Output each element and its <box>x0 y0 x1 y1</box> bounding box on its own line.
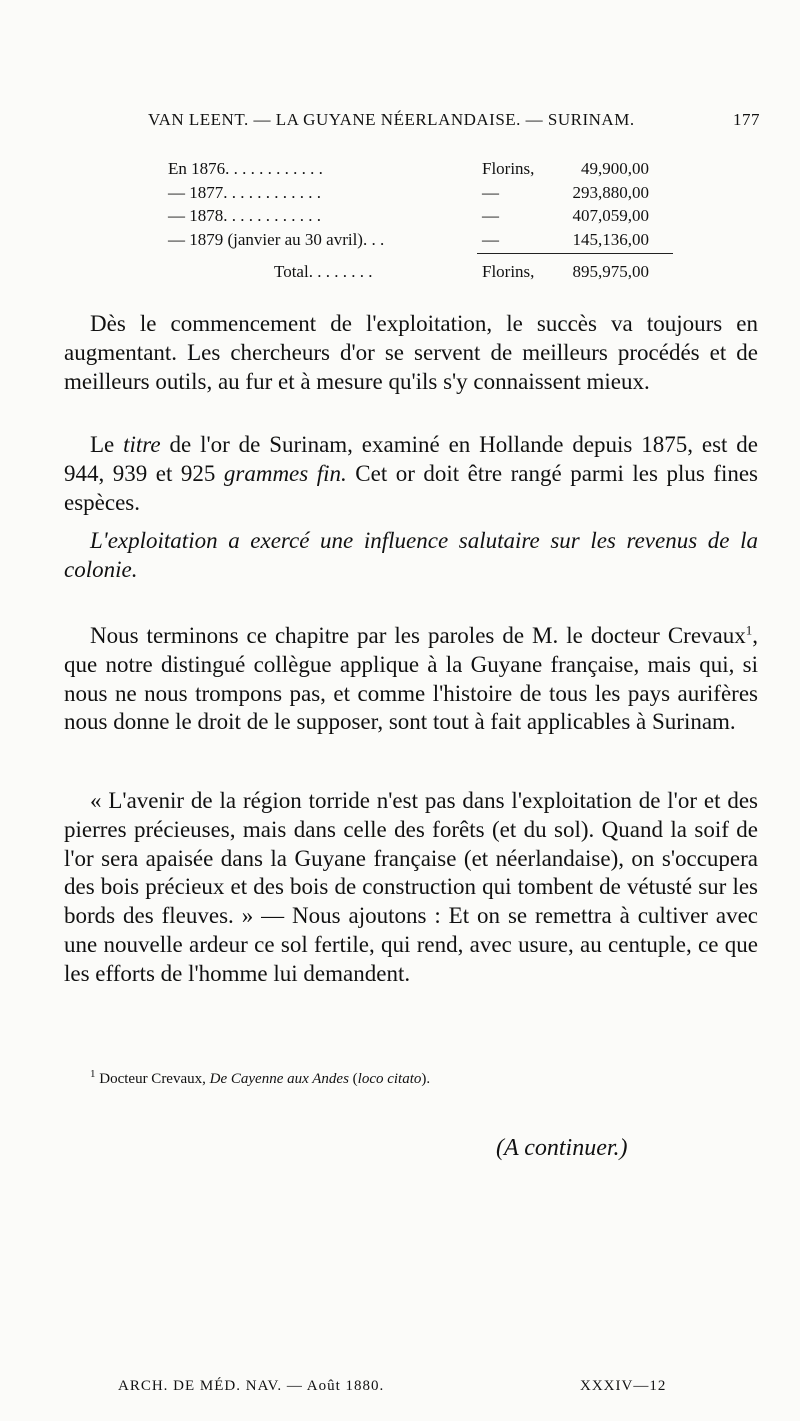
row-label: — 1877. . . . . . . . . . . . <box>168 182 321 202</box>
gold-production-table <box>168 157 673 251</box>
paragraph-1: Dès le commencement de l'exploitation, le succès va toujours en augmentant. Les chercheurs d'or se servent de meilleurs procédés et de meilleurs outils, au fur et à mesure qu'ils s'y connaissent mieux. <box>64 311 758 394</box>
total-amount: 895,975,00 <box>572 262 649 281</box>
row-unit: — <box>482 206 499 225</box>
italic-span: De Cayenne aux Andes <box>209 1071 349 1087</box>
total-unit: Florins, <box>482 262 535 281</box>
text-span: , que notre distingué collègue applique à la Guyane française, mais qui, si nous ne nous trompons pas, et comme l'histoire de tous les pays aurifères nous donne le droit de le supposer, sont tout à fait applicables à Surinam. <box>64 623 758 735</box>
text-span: ( <box>348 1071 358 1087</box>
footnote-mark: 1 <box>90 1068 96 1080</box>
text-span: Docteur Crevaux, <box>99 1071 210 1087</box>
page-number: 177 <box>733 110 760 129</box>
continuation-note: (A continuer.) <box>496 1135 628 1161</box>
footnote <box>90 1068 430 1088</box>
row-label: — 1879 (janvier au 30 avril). . . <box>168 229 385 249</box>
footnote-ref: 1 <box>745 622 753 638</box>
text-span: de l'or de Surinam, examiné en Hollande depuis 1875, est de 944, 939 et 925 <box>64 432 758 486</box>
row-unit: — <box>482 182 499 202</box>
footer-sheet-number: XXXIV—12 <box>580 1378 667 1394</box>
total-row <box>168 260 673 284</box>
row-amount: 407,059,00 <box>572 206 649 225</box>
table-row <box>168 157 673 181</box>
italic-span: titre <box>123 432 161 457</box>
paragraph-2 <box>64 431 758 517</box>
footer-signature: ARCH. DE MÉD. NAV. — Août 1880. <box>118 1378 385 1394</box>
italic-span: loco citato <box>357 1071 422 1087</box>
text-span: Le <box>90 432 124 457</box>
text-span: ). <box>421 1071 431 1087</box>
row-label: En 1876. . . . . . . . . . . . <box>168 159 323 178</box>
paragraph-4 <box>64 622 758 737</box>
paragraph-5: « L'avenir de la région torride n'est pas dans l'exploitation de l'or et des pierres précieuses, mais dans celle des forêts (et du sol). Quand la soif de l'or sera apaisée dans la Guyane française (et néerlandaise), on s'occupera des bois précieux et des bois de construction qui tombent de vétusté sur les bords des fleuves. » — Nous ajoutons : Et on se remettra à cultiver avec une nouvelle ardeur ce sol fertile, qui rend, avec usure, au centuple, ce que les efforts de l'homme lui demandent. <box>64 788 758 986</box>
table-row <box>168 228 673 252</box>
total-rule <box>477 253 673 254</box>
text-span: Cet or doit être rangé parmi les plus fines espèces. <box>64 460 758 515</box>
italic-span: grammes fin. <box>223 460 347 486</box>
total-label: Total. . . . . . . . <box>274 262 373 281</box>
row-unit: Florins, <box>482 159 535 178</box>
row-unit: — <box>482 229 499 249</box>
text-span: Nous terminons ce chapitre par les paroles de M. le docteur Crevaux <box>90 623 746 648</box>
row-amount: 145,136,00 <box>572 229 649 249</box>
running-title: VAN LEENT. — LA GUYANE NÉERLANDAISE. — SURINAM. <box>148 110 635 129</box>
row-amount: 293,880,00 <box>572 182 649 202</box>
row-label: — 1878. . . . . . . . . . . . <box>168 206 321 225</box>
row-amount: 49,900,00 <box>581 159 649 178</box>
table-row <box>168 181 673 205</box>
paragraph-3: L'exploitation a exercé une influence salutaire sur les revenus de la colonie. <box>64 528 758 582</box>
table-row <box>168 204 673 228</box>
